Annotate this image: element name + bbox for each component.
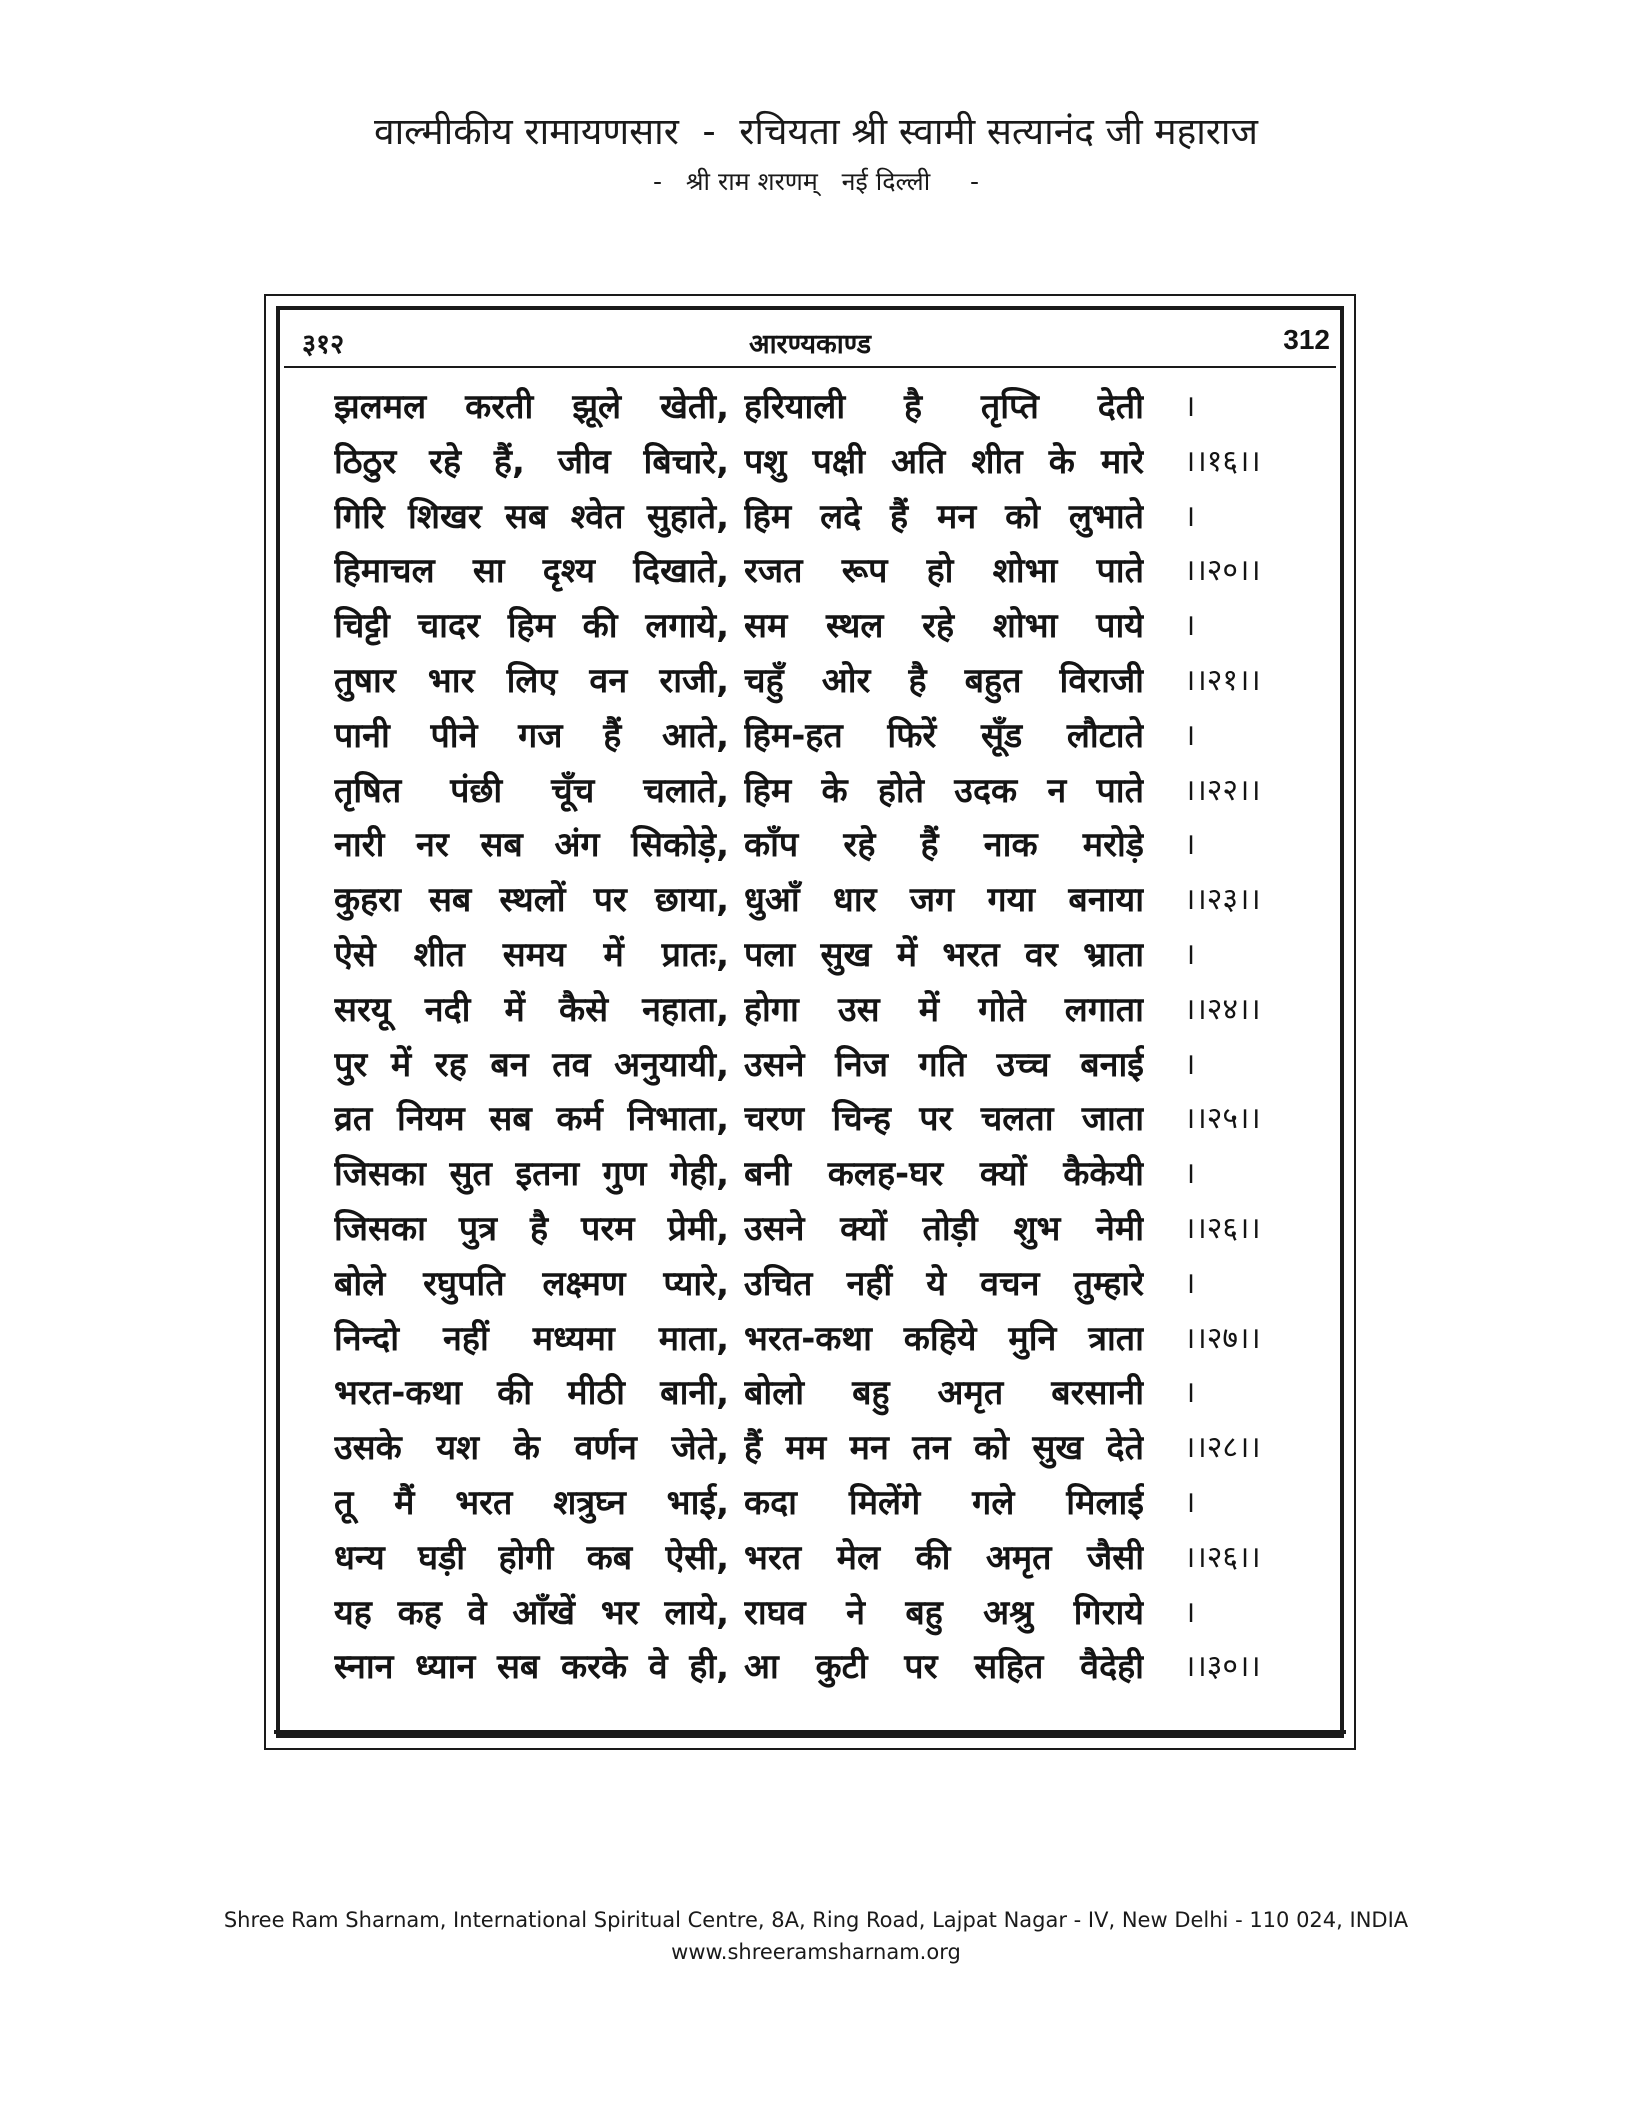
verse-second-half: काँप रहे हैं नाक मरोड़े bbox=[744, 825, 1144, 866]
verse-number-mark: । bbox=[1184, 1156, 1196, 1192]
verse-first-half: बोले रघुपति लक्ष्मण प्यारे, bbox=[334, 1263, 729, 1304]
verse-number-mark: ।।२१।। bbox=[1184, 662, 1261, 698]
verse-line bbox=[334, 1531, 1334, 1586]
verse-first-half: हिमाचल सा दृश्य दिखाते, bbox=[334, 551, 729, 592]
verse-first-half: तू मैं भरत शत्रुघ्न भाई, bbox=[334, 1482, 729, 1523]
verse-first-half: ठिठुर रहे हैं, जीव बिचारे, bbox=[334, 441, 729, 482]
verse-second-half: बनी कलह-घर क्यों कैकेयी bbox=[744, 1154, 1144, 1195]
verse-number-mark: ।।२७।। bbox=[1184, 1320, 1261, 1356]
verse-second-half: सम स्थल रहे शोभा पाये bbox=[744, 606, 1144, 647]
page-header bbox=[284, 318, 1336, 368]
verse-second-half: हरियाली है तृप्ति देती bbox=[744, 387, 1144, 427]
verse-number-mark: ।।२६।। bbox=[1184, 1539, 1261, 1575]
verse-second-half: भरत मेल की अमृत जैसी bbox=[744, 1537, 1144, 1578]
verse-line bbox=[334, 1202, 1334, 1257]
verse-second-half: होगा उस में गोते लगाता bbox=[744, 989, 1144, 1030]
verse-second-half: धुआँ धार जग गया बनाया bbox=[744, 880, 1144, 921]
verse-second-half: हिम-हत फिरें सूँड लौटाते bbox=[744, 715, 1144, 756]
verse-number-mark: ।।२०।। bbox=[1184, 553, 1261, 589]
verse-first-half: जिसका सुत इतना गुण गेही, bbox=[334, 1154, 729, 1195]
verse-line bbox=[334, 928, 1334, 983]
verse-line bbox=[334, 1257, 1334, 1312]
verse-line bbox=[334, 1640, 1334, 1695]
verse-first-half: व्रत नियम सब कर्म निभाता, bbox=[334, 1099, 729, 1140]
verse-second-half: उचित नहीं ये वचन तुम्हारे bbox=[744, 1263, 1144, 1304]
verse-line bbox=[334, 709, 1334, 764]
verse-first-half: चिट्टी चादर हिम की लगाये, bbox=[334, 606, 729, 647]
verse-number-mark: । bbox=[1184, 827, 1196, 863]
verse-line bbox=[334, 1312, 1334, 1367]
verse-number-mark: । bbox=[1184, 389, 1196, 424]
verse-line bbox=[334, 380, 1334, 435]
verse-line bbox=[334, 544, 1334, 599]
verse-first-half: सरयू नदी में कैसे नहाता, bbox=[334, 989, 729, 1030]
verse-number-mark: । bbox=[1184, 1375, 1196, 1411]
verse-second-half: रजत रूप हो शोभा पाते bbox=[744, 551, 1144, 592]
verse-first-half: ऐसे शीत समय में प्रातः, bbox=[334, 934, 729, 975]
verse-number-mark: ।।३०।। bbox=[1184, 1649, 1261, 1685]
verse-second-half: आ कुटी पर सहित वैदेही bbox=[744, 1647, 1144, 1688]
verse-list bbox=[334, 380, 1334, 1695]
section-title: आरण्यकाण्ड bbox=[748, 329, 872, 360]
verse-first-half: नारी नर सब अंग सिकोड़े, bbox=[334, 825, 729, 866]
verse-first-half: उसके यश के वर्णन जेते, bbox=[334, 1428, 729, 1469]
verse-second-half: हिम के होते उदक न पाते bbox=[744, 770, 1144, 811]
verse-second-half: कदा मिलेंगे गले मिलाई bbox=[744, 1482, 1144, 1523]
verse-line bbox=[334, 599, 1334, 654]
verse-line bbox=[334, 1476, 1334, 1531]
verse-line bbox=[334, 764, 1334, 819]
verse-first-half: निन्दो नहीं मध्यमा माता, bbox=[334, 1318, 729, 1359]
verse-second-half: उसने निज गति उच्च बनाई bbox=[744, 1044, 1144, 1085]
verse-number-mark: । bbox=[1184, 1594, 1196, 1630]
verse-number-mark: । bbox=[1184, 1265, 1196, 1301]
verse-number-mark: ।।१६।। bbox=[1184, 443, 1261, 479]
verse-number-mark: ।।२४।। bbox=[1184, 991, 1261, 1027]
verse-first-half: पानी पीने गज हैं आते, bbox=[334, 715, 729, 756]
verse-second-half: बोलो बहु अमृत बरसानी bbox=[744, 1373, 1144, 1414]
verse-first-half: धन्य घड़ी होगी कब ऐसी, bbox=[334, 1537, 729, 1578]
verse-line bbox=[334, 435, 1334, 490]
page-number-devanagari: ३१२ bbox=[302, 329, 345, 360]
verse-first-half: पुर में रह बन तव अनुयायी, bbox=[334, 1044, 729, 1085]
verse-number-mark: । bbox=[1184, 608, 1196, 644]
verse-number-mark: । bbox=[1184, 936, 1196, 972]
verse-first-half: तुषार भार लिए वन राजी, bbox=[334, 660, 729, 701]
verse-number-mark: । bbox=[1184, 717, 1196, 753]
verse-first-half: स्नान ध्यान सब करके वे ही, bbox=[334, 1647, 729, 1688]
verse-second-half: राघव ने बहु अश्रु गिराये bbox=[744, 1592, 1144, 1633]
verse-line bbox=[334, 654, 1334, 709]
verse-line bbox=[334, 818, 1334, 873]
verse-number-mark: । bbox=[1184, 1046, 1196, 1082]
verse-number-mark: ।।२५।। bbox=[1184, 1101, 1261, 1137]
page-number-latin: 312 bbox=[1283, 324, 1330, 355]
verse-number-mark: ।।२८।। bbox=[1184, 1430, 1261, 1466]
verse-line bbox=[334, 1038, 1334, 1093]
verse-second-half: भरत-कथा कहिये मुनि त्राता bbox=[744, 1318, 1144, 1359]
verse-number-mark: ।।२३।। bbox=[1184, 882, 1261, 918]
verse-first-half: गिरि शिखर सब श्वेत सुहाते, bbox=[334, 496, 729, 537]
verse-first-half: झलमल करती झूले खेती, bbox=[334, 387, 729, 427]
verse-line bbox=[334, 1147, 1334, 1202]
verse-second-half: हैं मम मन तन को सुख देते bbox=[744, 1428, 1144, 1469]
verse-line bbox=[334, 983, 1334, 1038]
footer-address: Shree Ram Sharnam, International Spiritual Centre, 8A, Ring Road, Lajpat Nagar - IV, New Delhi - 110 024, INDIA bbox=[223, 1908, 1409, 1932]
verse-number-mark: । bbox=[1184, 498, 1196, 534]
verse-line bbox=[334, 873, 1334, 928]
verse-number-mark: । bbox=[1184, 1484, 1196, 1520]
verse-first-half: भरत-कथा की मीठी बानी, bbox=[334, 1373, 729, 1414]
document-subtitle: - श्री राम शरणम् नई दिल्ली - bbox=[653, 167, 979, 196]
verse-line bbox=[334, 1092, 1334, 1147]
verse-line bbox=[334, 1421, 1334, 1476]
verse-second-half: उसने क्यों तोड़ी शुभ नेमी bbox=[744, 1208, 1144, 1249]
footer-website: www.shreeramsharnam.org bbox=[671, 1940, 961, 1964]
verse-second-half: चहुँ ओर है बहुत विराजी bbox=[744, 660, 1144, 701]
frame-bottom-rule bbox=[274, 1730, 1346, 1734]
document-title: वाल्मीकीय रामायणसार - रचियता श्री स्वामी सत्यानंद जी महाराज bbox=[374, 110, 1258, 153]
verse-line bbox=[334, 490, 1334, 545]
verse-number-mark: ।।२२।। bbox=[1184, 772, 1261, 808]
verse-line bbox=[334, 1366, 1334, 1421]
verse-second-half: पशु पक्षी अति शीत के मारे bbox=[744, 441, 1144, 482]
verse-first-half: यह कह वे आँखें भर लाये, bbox=[334, 1592, 729, 1633]
verse-first-half: जिसका पुत्र है परम प्रेमी, bbox=[334, 1208, 729, 1249]
verse-first-half: तृषित पंछी चूँच चलाते, bbox=[334, 770, 729, 811]
verse-number-mark: ।।२६।। bbox=[1184, 1210, 1261, 1246]
verse-second-half: चरण चिन्ह पर चलता जाता bbox=[744, 1099, 1144, 1140]
verse-second-half: पला सुख में भरत वर भ्राता bbox=[744, 934, 1144, 975]
verse-second-half: हिम लदे हैं मन को लुभाते bbox=[744, 496, 1144, 537]
verse-first-half: कुहरा सब स्थलों पर छाया, bbox=[334, 880, 729, 921]
verse-line bbox=[334, 1586, 1334, 1641]
